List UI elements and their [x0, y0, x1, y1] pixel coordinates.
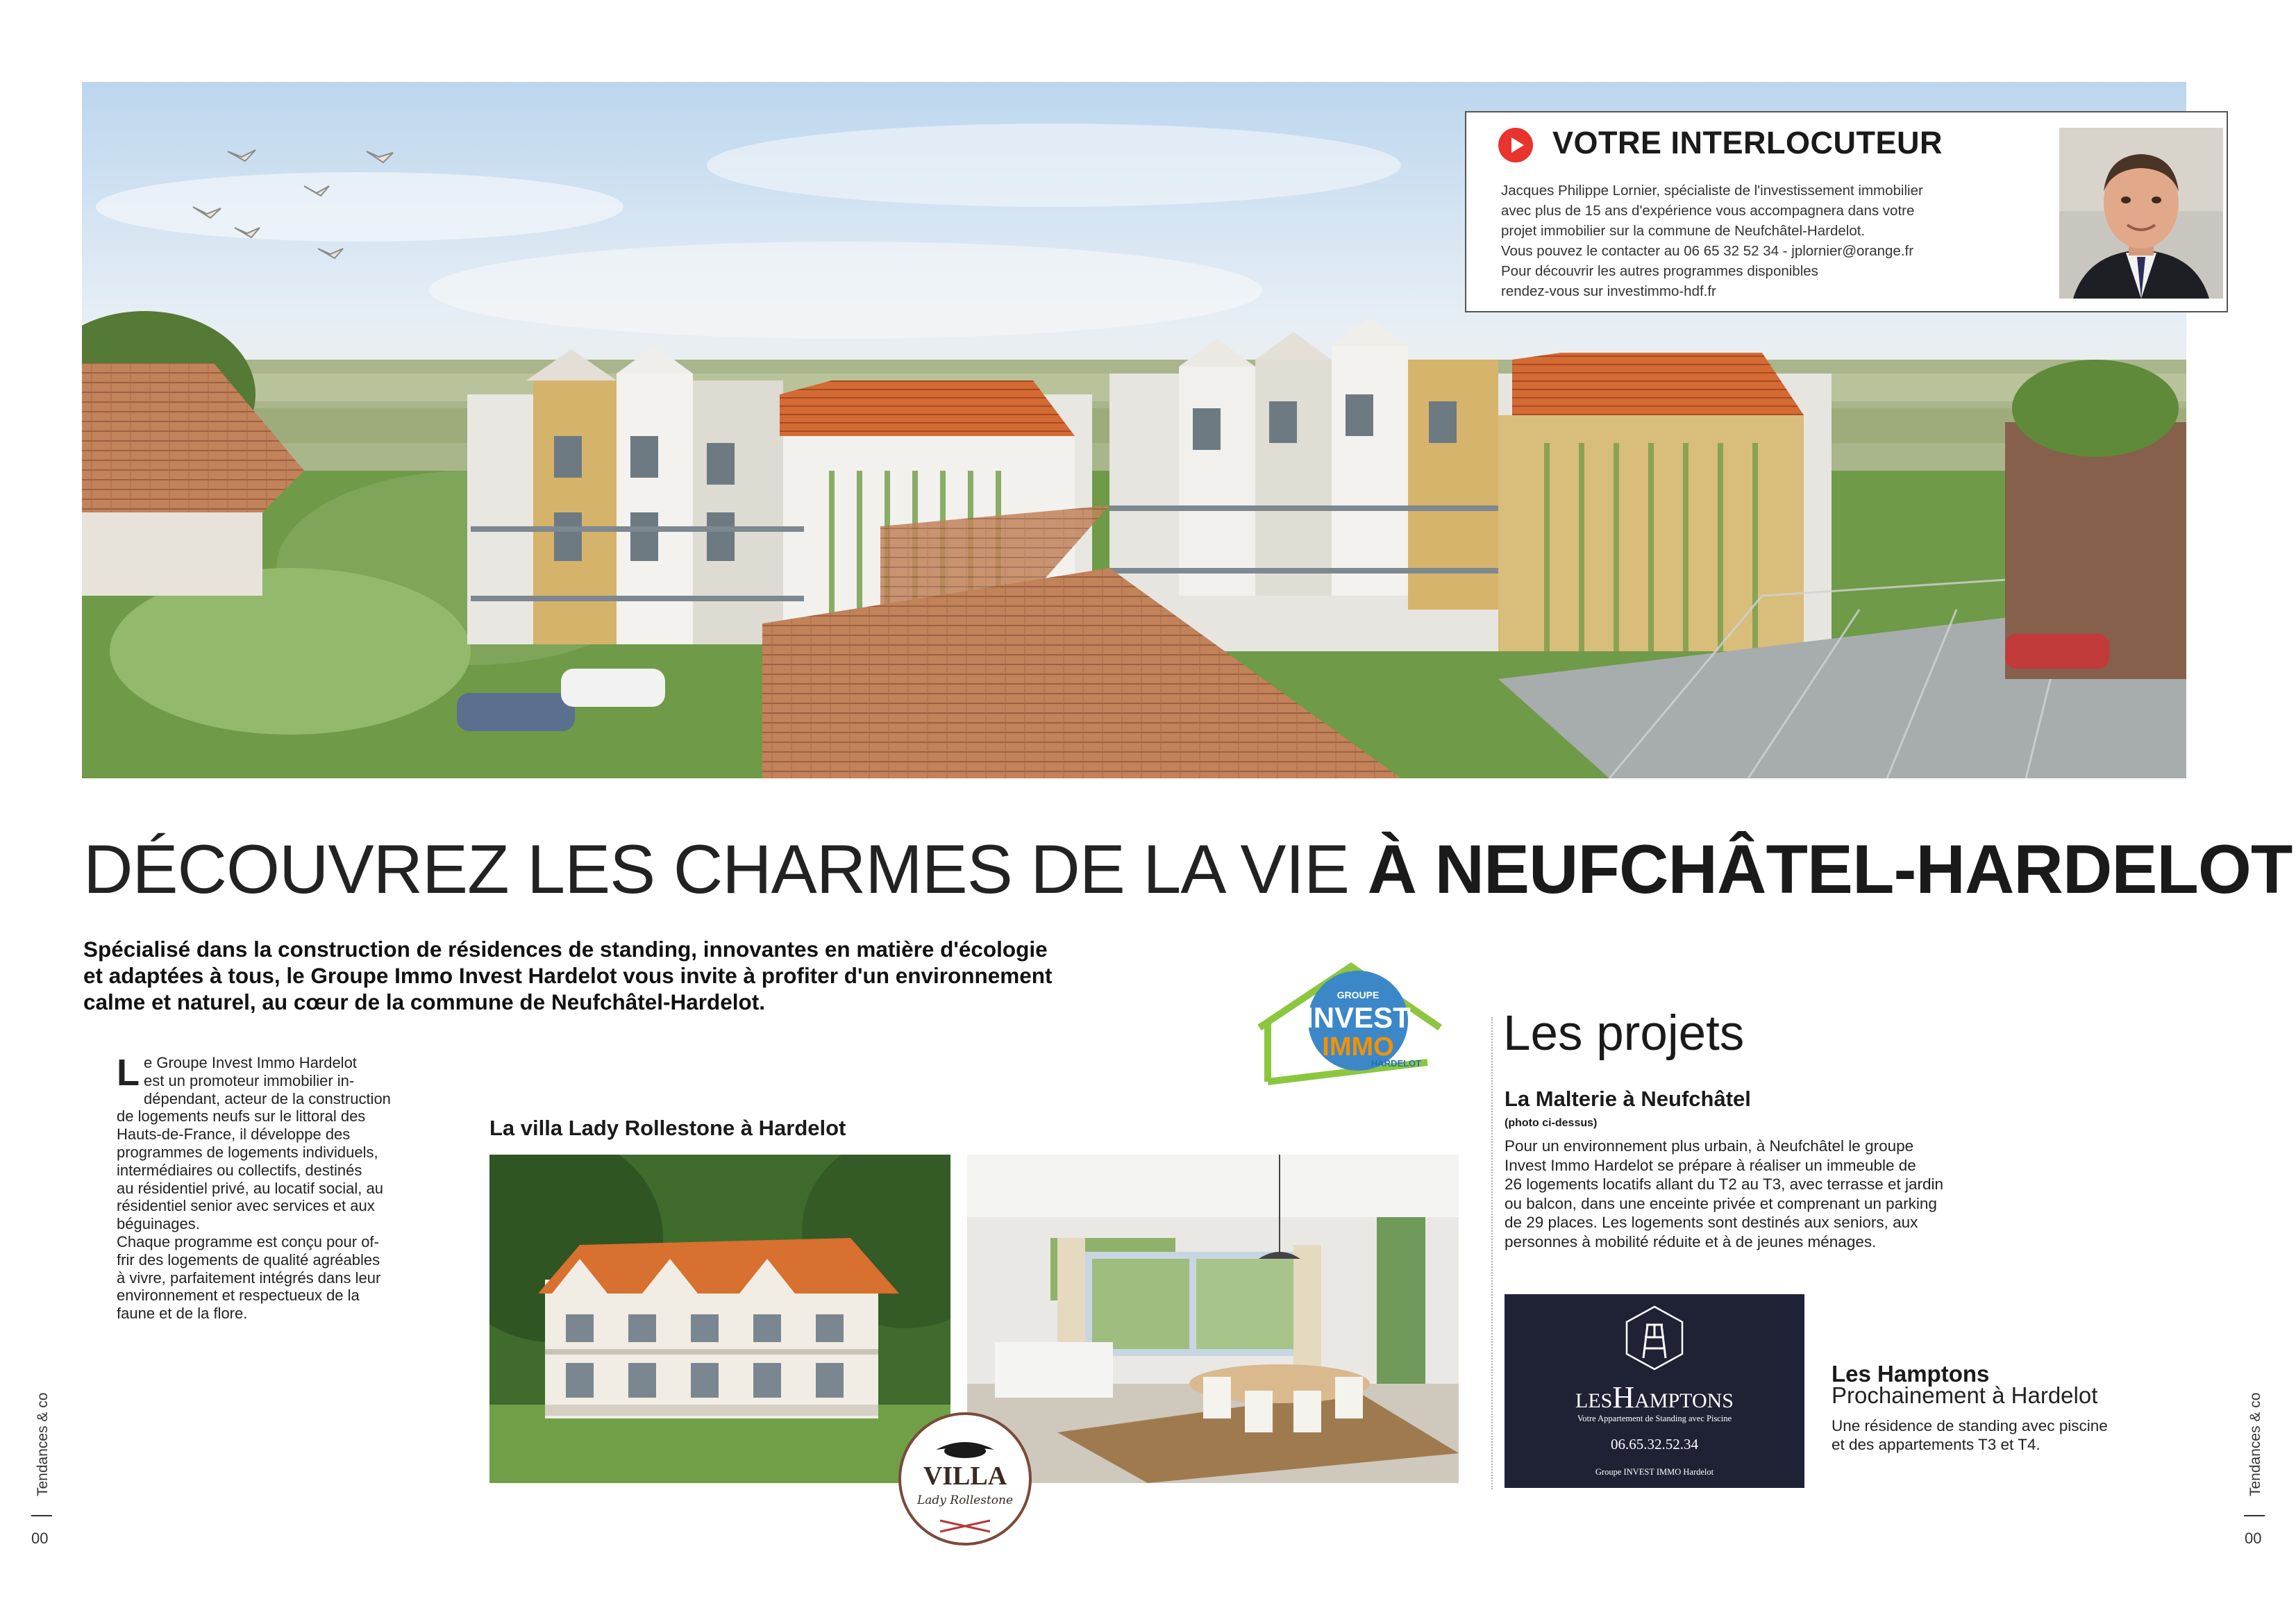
body-line: faune et de la flore. [117, 1305, 248, 1323]
hamptons-card-phone: 06.65.32.52.34 [1611, 1436, 1698, 1453]
page-headline [83, 830, 2292, 909]
folio-rule-left [31, 1515, 52, 1516]
villa-logo-script: Lady Rollestone [916, 1493, 1014, 1507]
drop-cap: L [117, 1052, 140, 1094]
invest-immo-logo [1254, 958, 1448, 1111]
contact-line: Pour découvrir les autres programmes disponibles [1501, 263, 1818, 279]
contact-line: Vous pouvez le contacter au 06 65 32 52 34 - jplornier@orange.fr [1501, 243, 1914, 259]
villa-lady-rollestone-logo [896, 1409, 1034, 1548]
body-line: frir des logements de qualité agréables [117, 1250, 380, 1269]
invest-logo-sub: IMMO [1322, 1032, 1394, 1062]
body-line: béguinages. [117, 1215, 200, 1233]
body-line: programmes de logements individuels, [117, 1143, 378, 1161]
malterie-line: ou balcon, dans une enceinte privée et comprenant un parking [1505, 1194, 1937, 1212]
column-divider [1491, 1017, 1493, 1489]
body-column [117, 1054, 435, 1323]
body-line: est un promoteur immobilier in- [144, 1071, 355, 1089]
malterie-line: personnes à mobilité réduite et à de jeunes ménages. [1505, 1232, 1877, 1250]
hamptons-card-h: H [1612, 1380, 1635, 1414]
body-line: dépendant, acteur de la construction [144, 1089, 391, 1107]
lead-line: calme et naturel, au cœur de la commune de Neufchâtel-Hardelot. [83, 989, 765, 1014]
body-line: Chaque programme est conçu pour of- [117, 1232, 379, 1250]
malterie-title: La Malterie à Neufchâtel [1505, 1087, 1751, 1111]
hamptons-title: Les Hamptons [1832, 1361, 1990, 1387]
villa-interior-photo [967, 1155, 1459, 1483]
hamptons-card-name: AMPTONS [1634, 1389, 1734, 1412]
malterie-line: Invest Immo Hardelot se prépare à réaliser un immeuble de [1505, 1156, 1916, 1174]
invest-logo-place: HARDELOT [1371, 1058, 1422, 1069]
hamptons-line: et des appartements T3 et T4. [1832, 1436, 2041, 1453]
villa-heading: La villa Lady Rollestone à Hardelot [489, 1116, 846, 1140]
villa-exterior-photo [489, 1155, 950, 1483]
contact-line: Jacques Philippe Lornier, spécialiste de l'investissement immobilier [1501, 183, 1923, 199]
hamptons-card-tagline: Votre Appartement de Standing avec Piscine [1577, 1414, 1732, 1423]
malterie-line: de 29 places. Les logements sont destinés aux seniors, aux [1505, 1214, 1918, 1231]
lead-line: et adaptées à tous, le Groupe Immo Invest Hardelot vous invite à profiter d'un environnement [83, 963, 1053, 988]
page-number-right: 00 [2245, 1530, 2262, 1547]
villa-logo-word: VILLA [923, 1462, 1007, 1491]
contact-box [1465, 111, 2228, 312]
contact-title: VOTRE INTERLOCUTEUR [1552, 125, 1943, 160]
contact-portrait [2059, 128, 2223, 299]
hamptons-card [1505, 1294, 1804, 1488]
body-line: environnement et respectueux de la [117, 1287, 360, 1305]
hamptons-text [1832, 1416, 2108, 1454]
body-line: au résidentiel privé, au locatif social, au [117, 1179, 383, 1197]
malterie-text [1505, 1137, 1944, 1251]
hamptons-card-group: Groupe INVEST IMMO Hardelot [1595, 1467, 1714, 1477]
body-line: intermédiaires ou collectifs, destinés [117, 1161, 362, 1179]
hamptons-subtitle: Prochainement à Hardelot [1832, 1382, 2098, 1408]
contact-line: rendez-vous sur investimmo-hdf.fr [1501, 283, 1716, 299]
folio-rule-right [2244, 1515, 2265, 1516]
page-number-left: 00 [31, 1530, 49, 1547]
contact-line: avec plus de 15 ans d'expérience vous accompagnera dans votre [1501, 203, 1915, 219]
malterie-line: 26 logements locatifs allant du T2 au T3, avec terrasse et jardin [1505, 1175, 1944, 1193]
play-icon [1498, 128, 1533, 162]
lead-line: Spécialisé dans la construction de résidences de standing, innovantes en matière d'écologie [83, 937, 1048, 962]
malterie-line: Pour un environnement plus urbain, à Neufchâtel le groupe [1505, 1137, 1914, 1155]
folio-section-left: Tendances & co [35, 1392, 51, 1496]
hamptons-line: Une résidence de standing avec piscine [1832, 1417, 2108, 1434]
projects-title: Les projets [1503, 1006, 1745, 1061]
contact-line: projet immobilier sur la commune de Neufchâtel-Hardelot. [1501, 223, 1866, 239]
body-line: Hauts-de-France, il développe des [117, 1125, 351, 1144]
headline-light: DÉCOUVREZ LES CHARMES DE LA VIE [83, 830, 1368, 907]
folio-section-right: Tendances & co [2247, 1392, 2263, 1496]
body-line: de logements neufs sur le littoral des [117, 1107, 366, 1125]
malterie-photo-note: (photo ci-dessus) [1505, 1117, 1598, 1129]
body-line: e Groupe Invest Immo Hardelot [144, 1054, 357, 1071]
headline-bold: À NEUFCHÂTEL-HARDELOT [1367, 830, 2293, 907]
body-line: à vivre, parfaitement intégrés dans leur [117, 1269, 381, 1287]
contact-text [1501, 181, 2029, 301]
hamptons-card-les: LES [1575, 1389, 1613, 1412]
invest-logo-main: INVEST [1305, 1001, 1411, 1034]
lead-paragraph [83, 936, 1125, 1015]
body-line: résidentiel senior avec services et aux [117, 1197, 375, 1215]
invest-logo-top: GROUPE [1336, 989, 1380, 1001]
